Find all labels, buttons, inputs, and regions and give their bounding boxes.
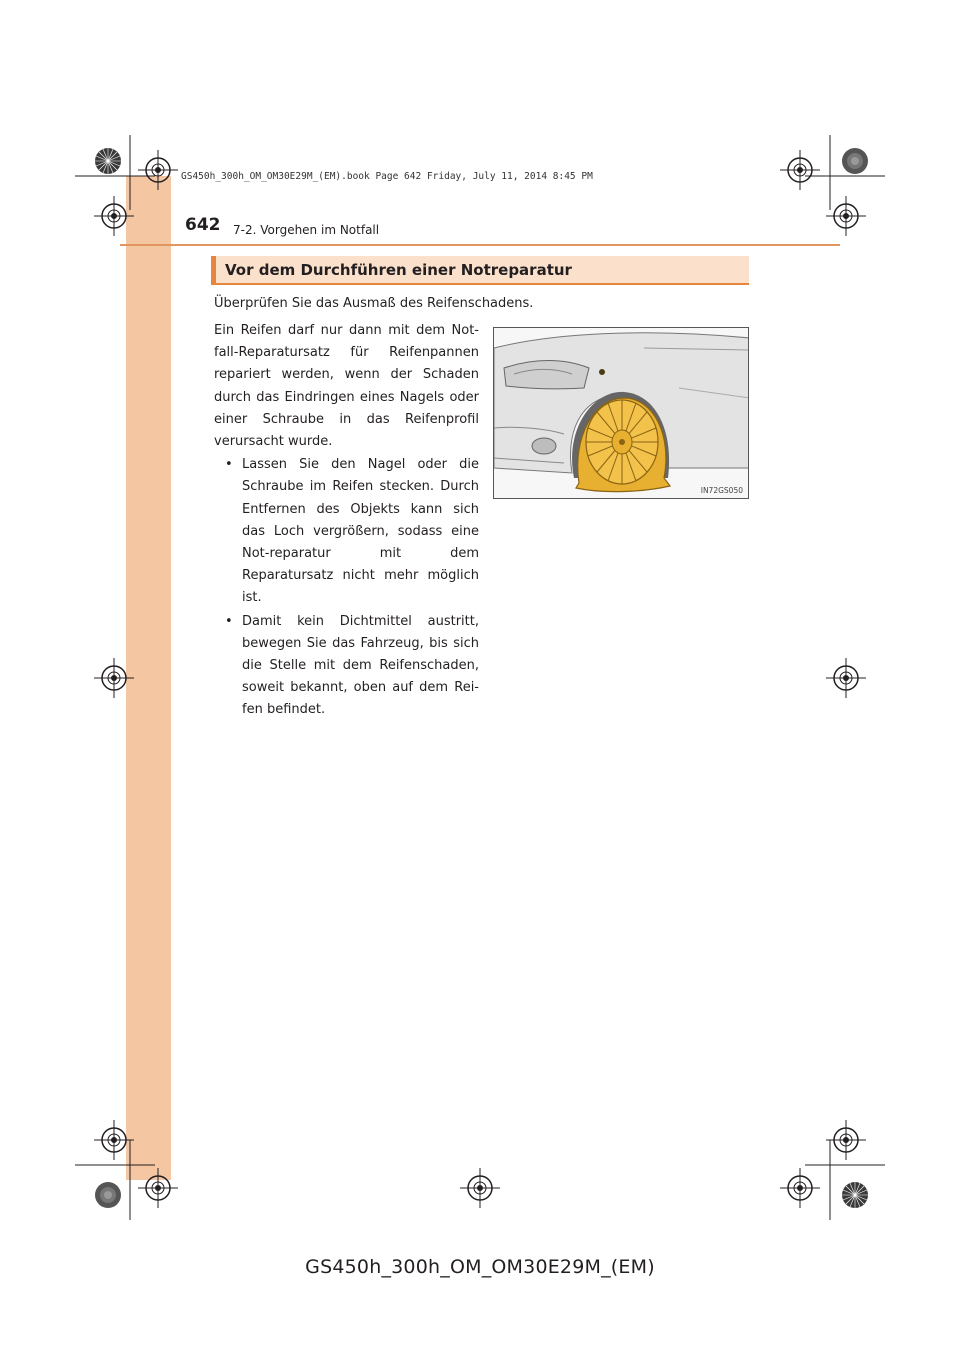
- footer-doc-id: GS450h_300h_OM_OM30E29M_(EM): [305, 1256, 655, 1278]
- header-rule: [120, 244, 840, 246]
- registration-target-icon: [138, 150, 178, 190]
- body-paragraph: Ein Reifen darf nur dann mit dem Not-fall-Reparatursatz für Reifenpannen repariert werden, wenn der Schaden durch das Eindringen eines Nagels oder einer Schraube in das Reifenprofil verursacht wurde.: [214, 323, 479, 450]
- bullet-list: [214, 454, 479, 721]
- registration-target-icon: [826, 196, 866, 236]
- color-wheel-icon: [840, 1180, 870, 1210]
- bullet-mark: •: [225, 613, 233, 629]
- section-heading: [211, 256, 749, 285]
- section-title: 7-2. Vorgehen im Notfall: [233, 223, 380, 237]
- registration-target-icon: [94, 196, 134, 236]
- color-wheel-icon: [840, 146, 870, 176]
- bullet-text: Lassen Sie den Nagel oder die Schraube im Reifen stecken. Durch Entfernen des Objekts kann sich das Loch vergrößern, sodass eine Not-reparatur mit dem Reparatursatz nicht mehr möglich ist.: [242, 457, 479, 606]
- color-wheel-icon: [93, 1180, 123, 1210]
- color-wheel-icon: [93, 146, 123, 176]
- car-front-wheel-drawing: [494, 328, 749, 499]
- figure-code: IN72GS050: [700, 486, 743, 495]
- registration-target-icon: [780, 150, 820, 190]
- registration-target-icon: [826, 1120, 866, 1160]
- bullet-mark: •: [225, 457, 233, 473]
- list-item: [214, 454, 479, 609]
- registration-target-icon: [94, 1120, 134, 1160]
- page-number: 642: [185, 215, 221, 235]
- intro-text: Überprüfen Sie das Ausmaß des Reifenschadens.: [214, 296, 534, 311]
- list-item: [214, 611, 479, 722]
- bullet-text: Damit kein Dichtmittel austritt, bewegen Sie das Fahrzeug, bis sich die Stelle mit dem Reifenschaden, soweit bekannt, oben auf dem Rei-fen befindet.: [242, 613, 479, 718]
- registration-target-icon: [138, 1168, 178, 1208]
- print-slug: GS450h_300h_OM_OM30E29M_(EM).book Page 642 Friday, July 11, 2014 8:45 PM: [181, 171, 593, 182]
- registration-target-icon: [460, 1168, 500, 1208]
- illustration-flat-tire: [493, 327, 749, 499]
- section-heading-text: Vor dem Durchführen einer Notreparatur: [225, 261, 572, 279]
- registration-target-icon: [94, 658, 134, 698]
- registration-target-icon: [826, 658, 866, 698]
- registration-target-icon: [780, 1168, 820, 1208]
- body-text: [214, 320, 479, 722]
